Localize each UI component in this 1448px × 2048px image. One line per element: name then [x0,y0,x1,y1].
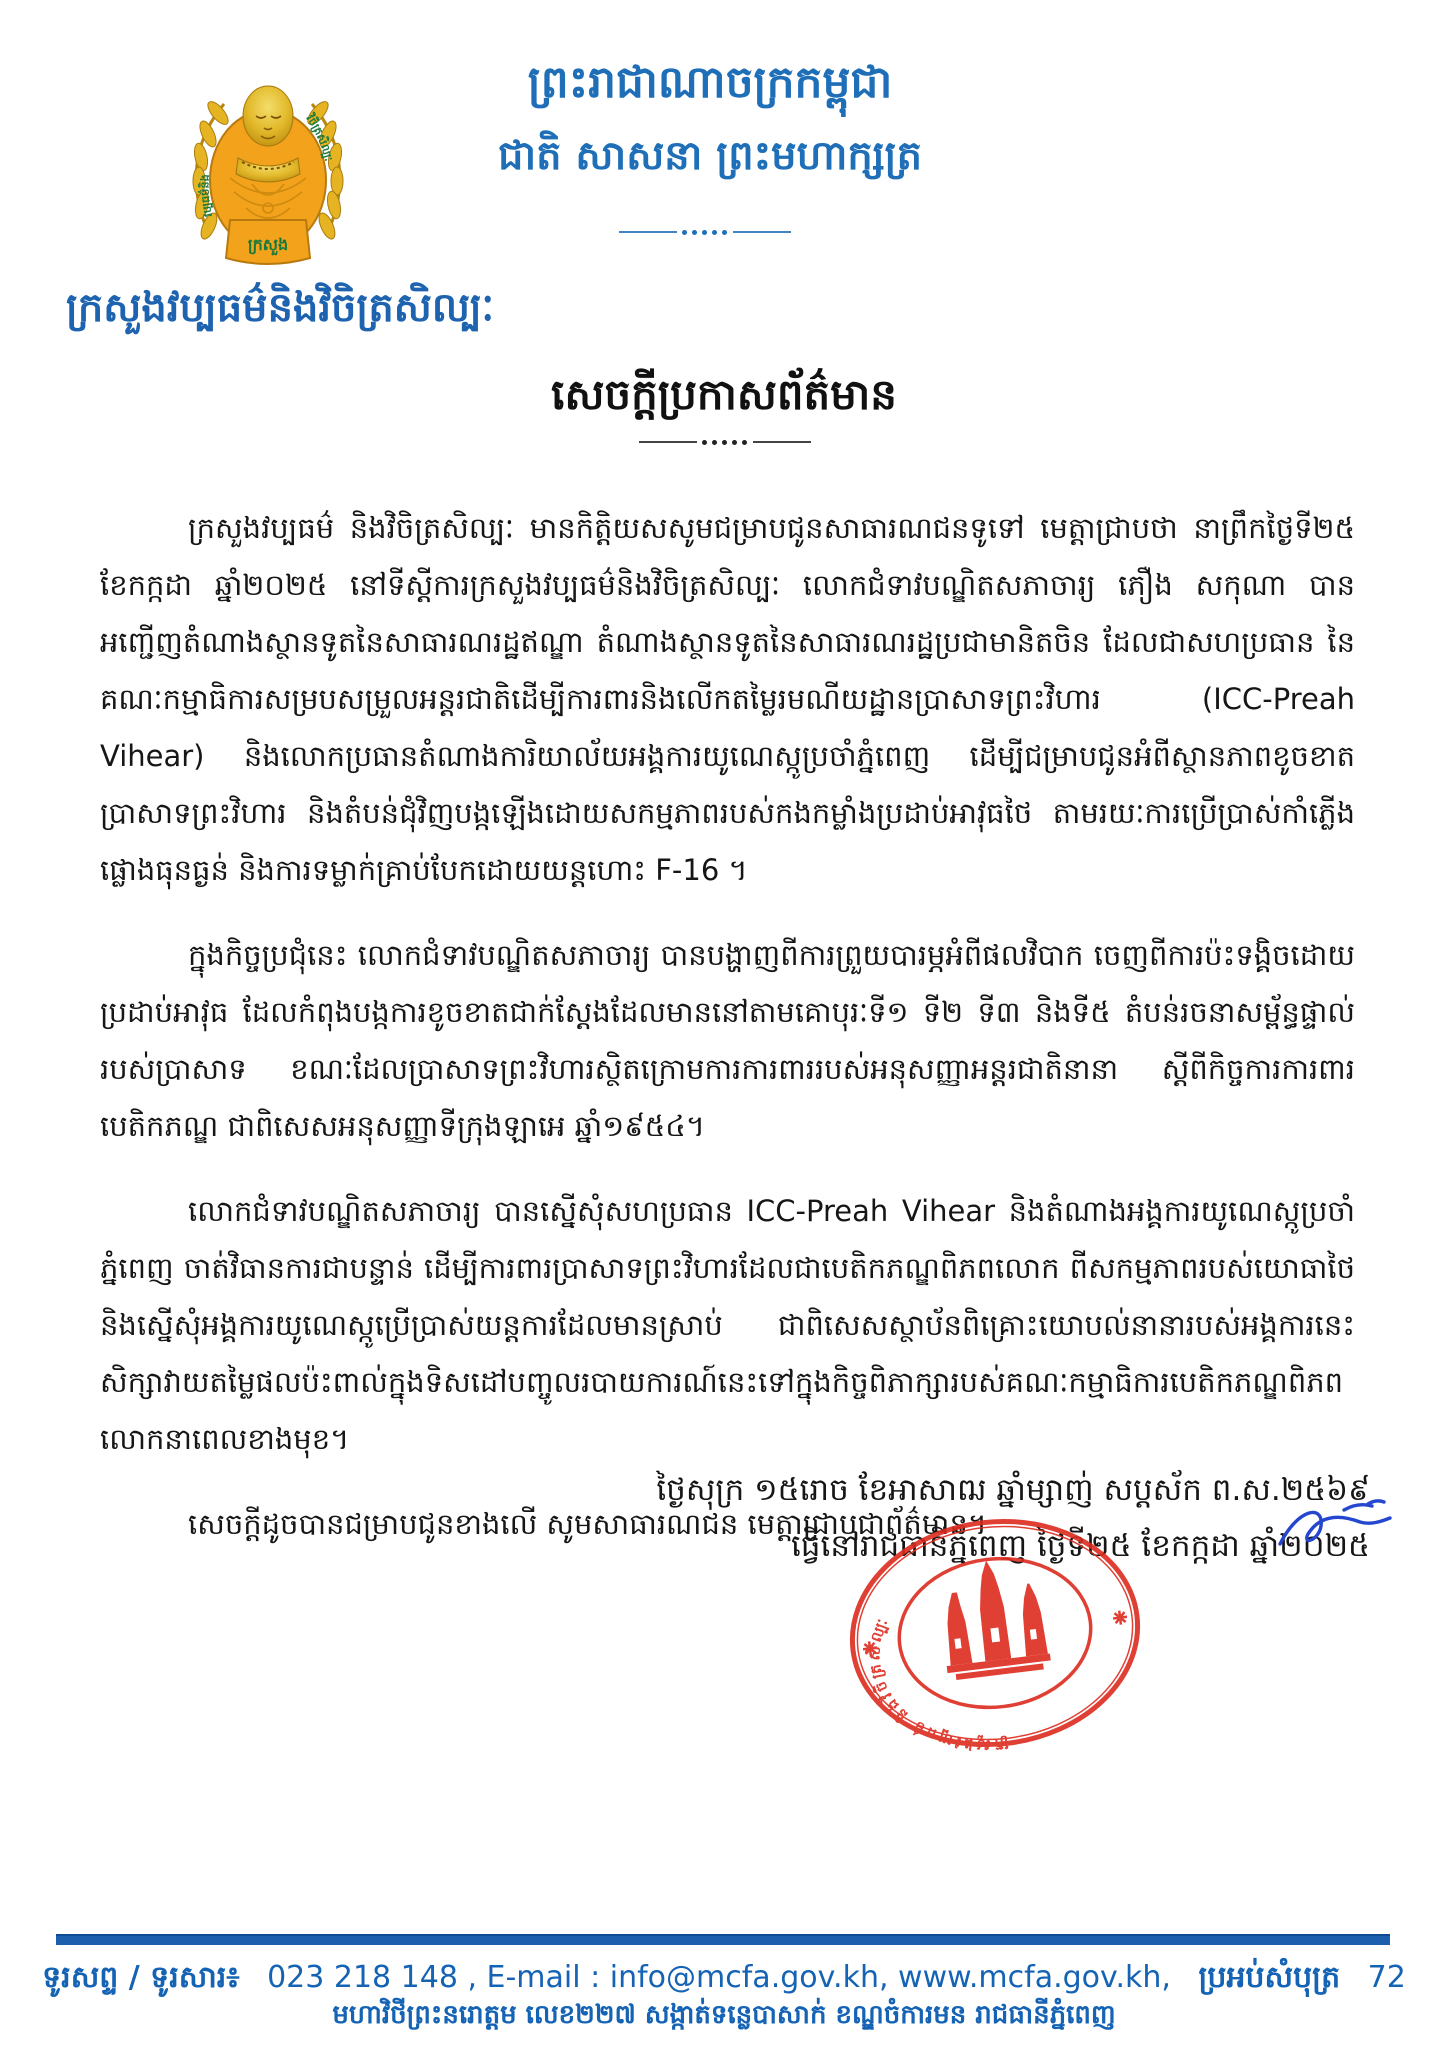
emblem-right-arc-text: វិចិត្រសិល្បៈ [303,112,336,163]
angkor-wat-icon [934,1554,1051,1681]
signature-initials [1272,1492,1402,1568]
national-motto: ជាតិ សាសនា ព្រះមហាក្សត្រ [498,133,922,179]
footer-contacts: 023 218 148 , E-mail : info@mcfa.gov.kh, www.mcfa.gov.kh, [267,1960,1171,1995]
stamp-rosette-right [1112,1610,1128,1626]
emblem-banner-text: ក្រសួង [247,235,289,254]
lunar-date-line: ថ្ងៃសុក្រ ១៥រោច ខែអាសាឍ ឆ្នាំម្សាញ់ សប្តស័ក ព.ស.២៥៦៩ [656,1472,1370,1508]
paragraph-3: លោកជំទាវបណ្ឌិតសភាចារ្យ បានស្នើសុំសហប្រធាន ICC-Preah Vihear និងតំណាងអង្គការយូណេស្កូប្រចាំភ្នំពេញ ចាត់វិធានការជាបន្ទាន់ ដើម្បីការពារប្រាសាទព្រះវិហារដែលជាបេតិកភណ្ឌពិភពលោក ពីសកម្មភាពរបស់យោធាថៃ និងស្នើសុំអង្គការយូណេស្កូប្រើប្រាស់យន្តការដែលមានស្រាប់ ជាពិសេសស្ថាប័នពិគ្រោះយោបល់នានារបស់អង្គការនេះ សិក្សាវាយតម្លៃផលប៉ះពាល់ក្នុងទិសដៅបញ្ចូលរបាយការណ៍នេះទៅក្នុងកិច្ចពិភាក្សារបស់គណៈកម្មាធិការបេតិកភណ្ឌពិភពលោកនាពេលខាងមុខ។ [100,1194,1355,1456]
kingdom-header [430,52,990,186]
paragraph-2: ក្នុងកិច្ចប្រជុំនេះ លោកជំទាវបណ្ឌិតសភាចារ្យ បានបង្ហាញពីការព្រួយបារម្ភអំពីផលវិបាក ចេញពីការប៉ះទង្គិចដោយប្រដាប់អាវុធ ដែលកំពុងបង្កការខូចខាតជាក់ស្តែងដែលមាននៅតាមគោបុរៈទី១ ទី២ ទី៣ និងទី៥ តំបន់រចនាសម្ព័ន្ធផ្ទាល់របស់ប្រាសាទ ខណៈដែលប្រាសាទព្រះវិហារស្ថិតក្រោមការការពាររបស់អនុសញ្ញាអន្តរជាតិនានា ស្តីពីកិច្ចការការពារបេតិកភណ្ឌ ជាពិសេសអនុសញ្ញាទីក្រុងឡាអេ ឆ្នាំ១៩៥៤។ [100,938,1355,1143]
document-body [100,500,1355,1581]
footer-phone-label: ទូរសព្ទ / ទូរសារ៖ [42,1960,240,1995]
kingdom-name: ព្រះរាជាណាចក្រកម្ពុជា [527,57,893,108]
document-title: សេចក្តីប្រកាសព័ត៌មាន [551,370,897,419]
paragraph-1: ក្រសួងវប្បធម៌ និងវិចិត្រសិល្បៈ មានកិត្តិយសសូមជម្រាបជូនសាធារណជនទូទៅ មេត្តាជ្រាបថា នាព្រឹកថ្ងៃទី២៥ ខែកក្កដា ឆ្នាំ២០២៥ នៅទីស្តីការក្រសួងវប្បធម៌និងវិចិត្រសិល្បៈ លោកជំទាវបណ្ឌិតសភាចារ្យ ភឿង សកុណា បានអញ្ជើញតំណាងស្ថានទូតនៃសាធារណរដ្ឋឥណ្ឌា តំណាងស្ថានទូតនៃសាធារណរដ្ឋប្រជាមានិតចិន ដែលជាសហប្រធាន នៃគណៈកម្មាធិការសម្របសម្រួលអន្តរជាតិដើម្បីការពារនិងលើកតម្លៃរមណីយដ្ឋានប្រាសាទព្រះវិហារ (ICC-Preah Vihear) និងលោកប្រធានតំណាងការិយាល័យអង្គការយូណេស្កូប្រចាំភ្នំពេញ ដើម្បីជម្រាបជូនអំពីស្ថានភាពខូចខាតប្រាសាទព្រះវិហារ និងតំបន់ជុំវិញបង្កឡើងដោយសកម្មភាពរបស់កងកម្លាំងប្រដាប់អាវុធថៃ តាមរយៈការប្រើប្រាស់កាំភ្លើងផ្លោងធុនធ្ងន់ និងការទម្លាក់គ្រាប់បែកដោយយន្តហោះ F-16 ។ [100,511,1355,887]
ornament-divider-title [580,438,870,446]
ministry-name: ក្រសួងវប្បធម៌និងវិចិត្រសិល្បៈ [66,285,495,331]
footer-rule [56,1934,1390,1945]
footer-pobox-label: ប្រអប់សំបុត្រ [1198,1960,1341,1995]
ministry-emblem [168,58,368,276]
footer-contact-line [0,1958,1448,2002]
footer-pobox-number: 72 [1367,1960,1406,1995]
footer-address-line: មហាវិថីព្រះនរោត្តម លេខ២២៧ សង្កាត់ទន្លេបាសាក់ ខណ្ឌចំការមន រាជធានីភ្នំពេញ [332,2000,1116,2030]
stamp-ring-text: ក្រសួងវប្បធម៌ និងវិចិត្រសិល្បៈ [865,1613,1010,1755]
emblem-left-arc-text: វប្បធម៌និង [198,173,215,218]
civil-date-line: ធ្វើនៅរាជធានីភ្នំពេញ ថ្ងៃទី២៥ ខែកក្កដា ឆ្នាំ២០២៥ [790,1528,1370,1564]
ornament-divider-header [560,228,850,236]
official-red-stamp [845,1508,1145,1758]
paragraph-closing: សេចក្តីដូចបានជម្រាបជូនខាងលើ សូមសាធារណជន មេត្តាជ្រាបជាព័ត៌មាន។ [188,1507,987,1541]
emblem-banner [226,220,310,264]
